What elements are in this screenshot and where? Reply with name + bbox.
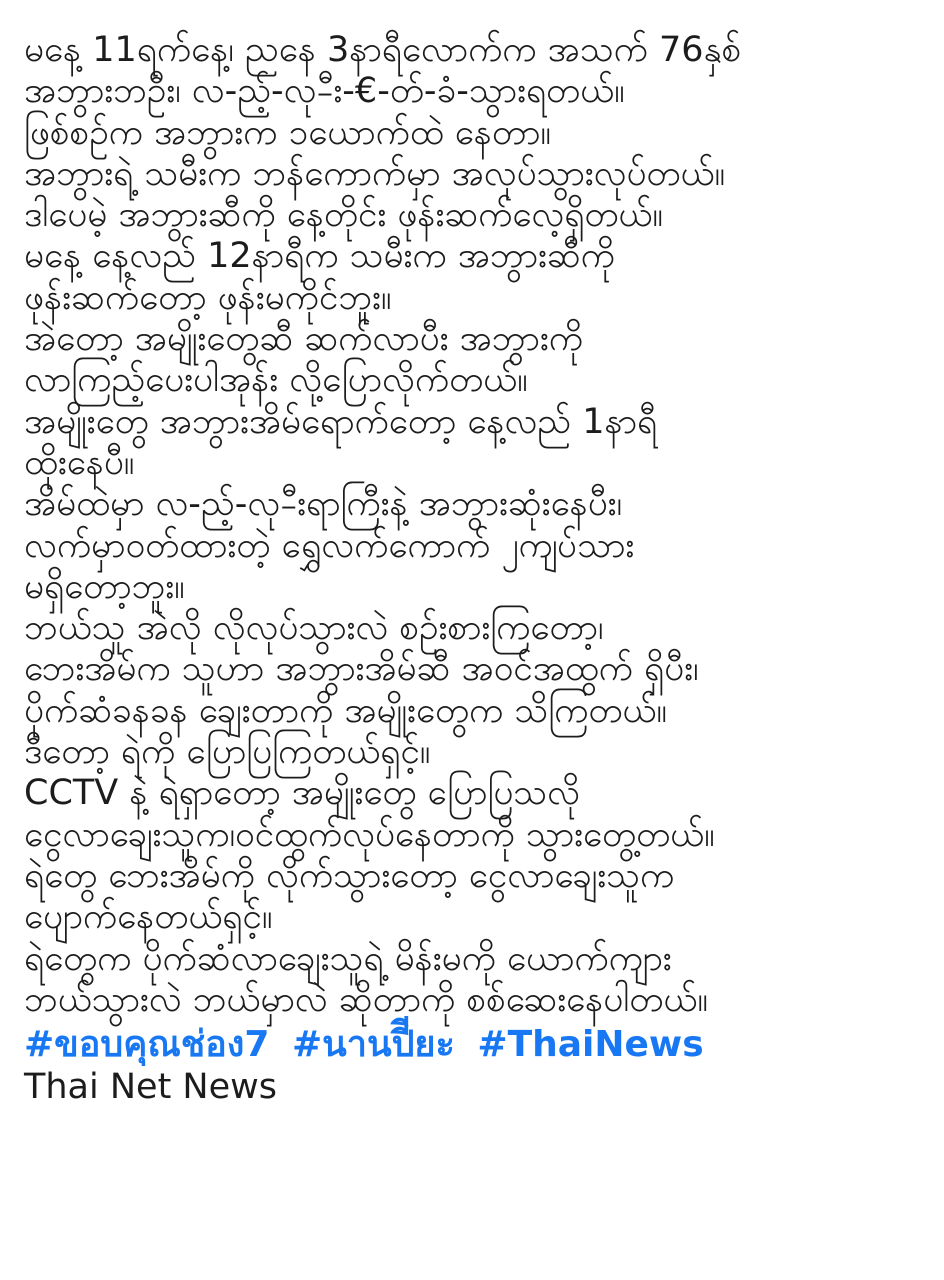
post-text-line: ဒါပေမဲ့ အဘွားဆီကို နေ့တိုင်း ဖုန်းဆက်လေ့ရှိတယ်။: [24, 195, 663, 236]
post-text-line: အဲတော့ အမျိုးတွေဆီ ဆက်လာပီး အဘွားကို: [24, 319, 583, 360]
post-text-line: ဘယ်သူ အဲလို လိုလုပ်သွားလဲ စဉ်းစားကြတော့၊: [24, 608, 604, 649]
post-text-line: ပျောက်နေတယ်ရှင့်။: [24, 897, 273, 938]
post-text-line: ရဲတွေက ပိုက်ဆံလာချေးသူရဲ့ မိန်းမကို ယောက်ကျား: [24, 938, 672, 979]
post-text-line: ဒီတော့ ရဲကို ပြောပြကြတယ်ရှင့်။: [24, 732, 431, 773]
post-text-line: မနေ့ နေ့လည် 12နာရီက သမီးက အဘွားဆီကို: [24, 236, 615, 277]
post-text-line: မရှိတော့ဘူး။: [24, 566, 185, 607]
post-text-line: ထိုးနေပီ။: [24, 442, 135, 483]
post-text-line: အိမ်ထဲမှာ လ-ည့်-လု-ီးရာကြီးနဲ့ အဘွားဆုံးနေပီး၊: [24, 484, 623, 525]
post-text-line: ဖြစ်စဉ်က အဘွားက ၁ယောက်ထဲ နေတာ။: [24, 112, 551, 153]
hashtag-link[interactable]: #ขอบคุณช่อง7: [24, 1024, 270, 1066]
post-text-line: လက်မှာဝတ်ထားတဲ့ ရွှေလက်ကောက် ၂ကျပ်သား: [24, 525, 635, 566]
hashtag-row: [24, 1023, 924, 1067]
post-text-line: ဖုန်းဆက်တော့ ဖုန်းမကိုင်ဘူး။: [24, 277, 392, 318]
post-text-line: ဘေးအိမ်က သူဟာ အဘွားအိမ်ဆီ အဝင်အထွက် ရှိပီး၊: [24, 649, 699, 690]
post-text-line: CCTV နဲ့ ရဲရှာတော့ အမျိုးတွေ ပြောပြသလို: [24, 773, 580, 814]
cut-off-text-line: Thai Net News: [24, 1067, 277, 1108]
hashtag-link[interactable]: #ThaiNews: [477, 1024, 704, 1066]
post-text-line: ဘယ်သွားလဲ ဘယ်မှာလဲ ဆိုတာကို စစ်ဆေးနေပါတယ်။: [24, 979, 708, 1020]
post-text-line: ပိုက်ဆံခနခန ချေးတာကို အမျိုးတွေက သိကြတယ်။: [24, 690, 668, 731]
post-text-line: မနေ့ 11ရက်နေ့၊ ညနေ 3နာရီလောက်က အသက် 76နှစ်: [24, 30, 742, 70]
post-text-line: အဘွားရဲ့ သမီးက ဘန်ကောက်မှာ အလုပ်သွားလုပ်တယ်။: [24, 153, 726, 194]
post-text-line: ရဲတွေ ဘေးအိမ်ကို လိုက်သွားတော့ ငွေလာချေးသူက: [24, 855, 675, 896]
post-text-line: လာကြည့်ပေးပါအုန်း လို့ပြောလိုက်တယ်။: [24, 360, 528, 401]
post-text-line: ငွေလာချေးသူက၊ဝင်ထွက်လုပ်နေတာကို သွားတွေ့တယ်။: [24, 814, 715, 855]
post-text-line: အမျိုးတွေ အဘွားအိမ်ရောက်တော့ နေ့လည် 1နာရီ: [24, 401, 658, 442]
post-text-line: အဘွားဘဦး၊ လ-ည့်-လု-ီး-€-တ်-ခံ-သွားရတယ်။: [24, 71, 625, 112]
hashtag-link[interactable]: #นานปีียะ: [291, 1024, 455, 1066]
